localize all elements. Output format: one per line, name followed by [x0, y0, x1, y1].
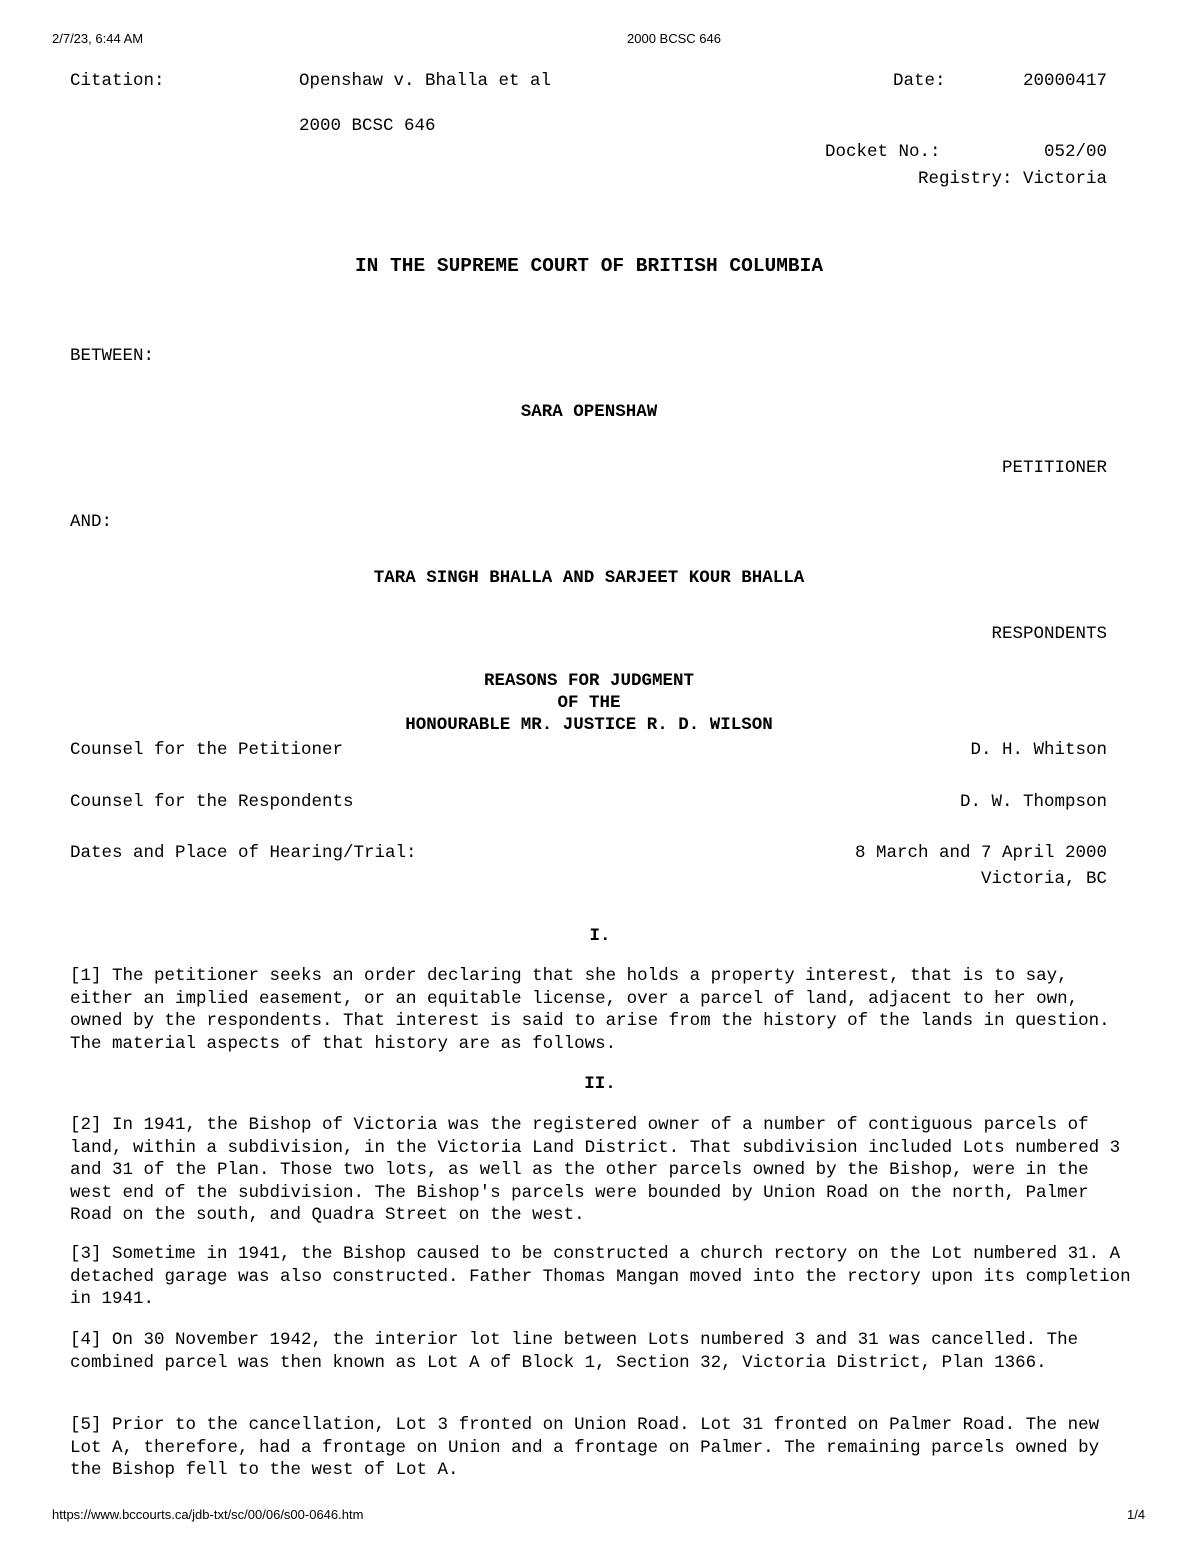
respondent-role: RESPONDENTS [991, 624, 1107, 644]
registry: Registry: Victoria [917, 169, 1107, 189]
between-label: BETWEEN: [70, 346, 155, 366]
paragraph-3: [3] Sometime in 1941, the Bishop caused to be constructed a church rectory on the Lot numbered 31. A detached garage was also constructed. Father Thomas Mangan moved into the rectory upon its completion in 1941. [70, 1244, 1131, 1309]
print-page-title: 2000 BCSC 646 [627, 31, 721, 46]
counsel-respondents-value: D. W. Thompson [959, 792, 1107, 812]
counsel-respondents-label: Counsel for the Respondents [70, 792, 354, 812]
print-datetime: 2/7/23, 6:44 AM [52, 31, 144, 46]
court-title: IN THE SUPREME COURT OF BRITISH COLUMBIA [354, 255, 824, 277]
hearing-label: Dates and Place of Hearing/Trial: [70, 843, 417, 863]
petitioner-name: SARA OPENSHAW [520, 402, 658, 422]
hearing-dates: 8 March and 7 April 2000 [854, 843, 1107, 863]
print-page-count: 1/4 [1127, 1507, 1146, 1522]
respondent-names: TARA SINGH BHALLA AND SARJEET KOUR BHALLA [373, 568, 805, 588]
paragraph-4: [4] On 30 November 1942, the interior lot line between Lots numbered 3 and 31 was cancelled. The combined parcel was then known as Lot A of Block 1, Section 32, Victoria District, Plan 1366. [70, 1330, 1079, 1373]
citation-number: 2000 BCSC 646 [299, 116, 436, 136]
paragraph-2: [2] In 1941, the Bishop of Victoria was the registered owner of a number of contiguous parcels of land, within a subdivision, in the Victoria Land District. That subdivision included Lots numbered 3 and 31 of the Plan. Those two lots, as well as the other parcels owned by the Bishop, were in the west end of the subdivision. The Bishop's parcels were bounded by Union Road on the north, Palmer Road on the south, and Quadra Street on the west. [70, 1115, 1121, 1225]
print-url: https://www.bccourts.ca/jdb-txt/sc/00/06/s00-0646.htm [52, 1507, 364, 1522]
hearing-place: Victoria, BC [980, 869, 1107, 889]
petitioner-role: PETITIONER [1001, 458, 1107, 478]
counsel-petitioner-label: Counsel for the Petitioner [70, 740, 344, 760]
paragraph-1: [1] The petitioner seeks an order declaring that she holds a property interest, that is to say, either an implied easement, or an equitable license, over a parcel of land, adjacent to her own, owned by the respondents. That interest is said to arise from the history of the lands in question. The material aspects of that history are as follows. [70, 966, 1110, 1054]
paragraph-5: [5] Prior to the cancellation, Lot 3 fronted on Union Road. Lot 31 fronted on Palmer Road. The new Lot A, therefore, had a frontage on Union and a frontage on Palmer. The remaining parcels owned by the Bishop fell to the west of Lot A. [70, 1415, 1100, 1480]
reasons-heading-line3: HONOURABLE MR. JUSTICE R. D. WILSON [405, 715, 773, 735]
date-value: 20000417 [1022, 71, 1107, 91]
citation-value: Openshaw v. Bhalla et al [299, 71, 552, 91]
and-label: AND: [70, 512, 113, 532]
docket-value: 052/00 [1043, 142, 1107, 162]
date-label: Date: [893, 71, 946, 91]
counsel-petitioner-value: D. H. Whitson [970, 740, 1107, 760]
reasons-heading-line1: REASONS FOR JUDGMENT [483, 671, 695, 691]
docket-label: Docket No.: [825, 142, 941, 162]
reasons-heading-line2: OF THE [557, 693, 621, 713]
section-heading-2: II. [584, 1074, 616, 1094]
citation-label: Citation: [70, 71, 165, 91]
section-heading-1: I. [589, 926, 611, 946]
